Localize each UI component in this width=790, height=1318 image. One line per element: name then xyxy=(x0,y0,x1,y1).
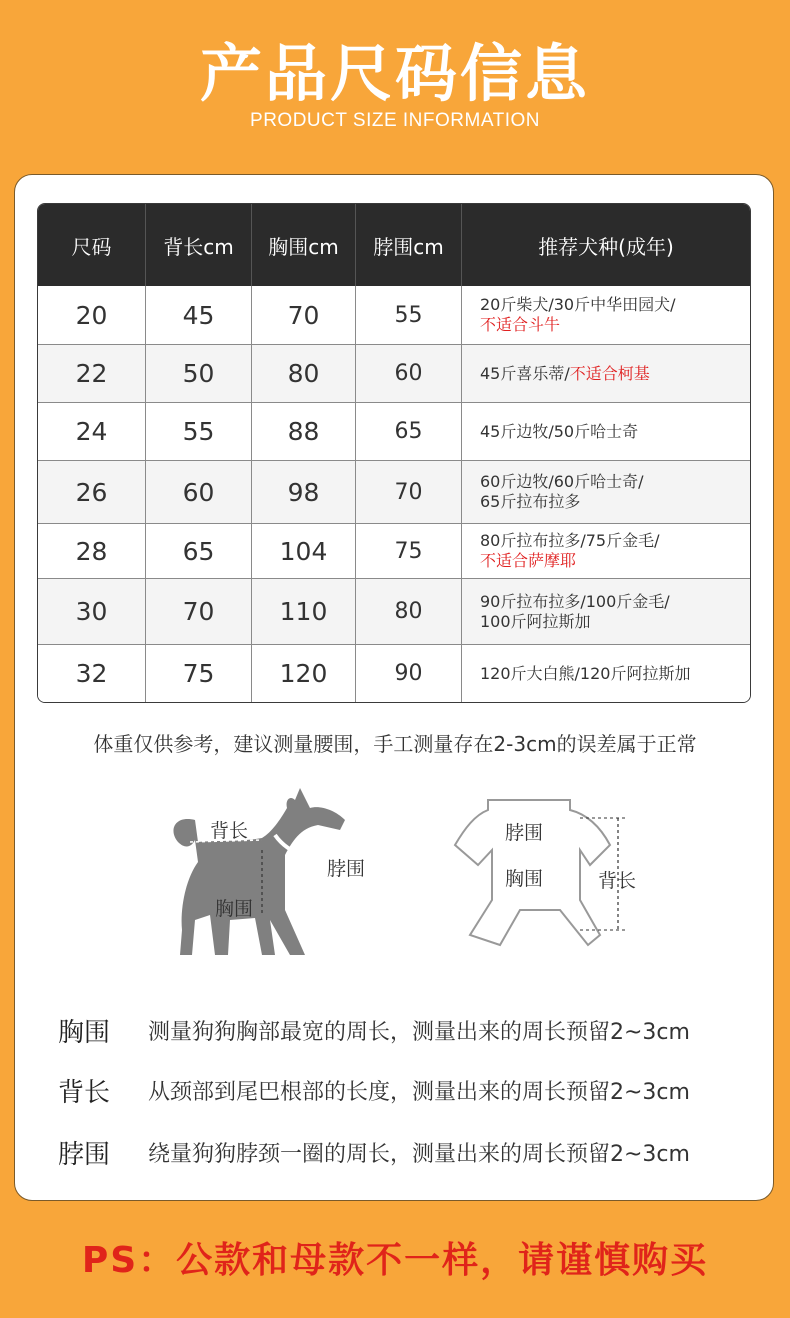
measure-desc: 测量狗狗胸部最宽的周长，测量出来的周长预留2~3cm xyxy=(148,1020,690,1045)
cell-breed: 45斤喜乐蒂/不适合柯基 xyxy=(462,344,750,402)
cell-size: 28 xyxy=(38,523,146,578)
page-subtitle: PRODUCT SIZE INFORMATION xyxy=(250,110,540,131)
garment-back-label: 背长 xyxy=(598,870,637,892)
table-row xyxy=(38,286,750,344)
table-header-row xyxy=(38,204,750,286)
garment-chest-label: 胸围 xyxy=(505,868,544,890)
measure-key: 脖围 xyxy=(58,1140,111,1170)
cell-back: 60 xyxy=(146,460,252,523)
cell-neck: 70 xyxy=(356,460,462,523)
cell-chest: 120 xyxy=(252,644,356,702)
measure-key: 背长 xyxy=(58,1078,111,1108)
measure-neck xyxy=(58,1134,758,1174)
table-row xyxy=(38,578,750,644)
breed-warning: 不适合斗牛 xyxy=(480,315,561,334)
cell-size: 24 xyxy=(38,402,146,460)
measure-key: 胸围 xyxy=(58,1018,111,1048)
cell-back: 70 xyxy=(146,578,252,644)
header-back: 背长cm xyxy=(146,204,252,286)
measure-chest xyxy=(58,1012,758,1052)
cell-neck: 55 xyxy=(356,286,462,344)
cell-breed: 60斤边牧/60斤哈士奇/ 65斤拉布拉多 xyxy=(462,460,750,523)
cell-chest: 80 xyxy=(252,344,356,402)
header-breed: 推荐犬种(成年) xyxy=(462,204,750,286)
cell-back: 65 xyxy=(146,523,252,578)
cell-size: 26 xyxy=(38,460,146,523)
dog-icon xyxy=(173,788,345,955)
cell-breed: 120斤大白熊/120斤阿拉斯加 xyxy=(462,644,750,702)
measurement-note: 体重仅供参考，建议测量腰围，手工测量存在2-3cm的误差属于正常 xyxy=(93,732,697,756)
dog-chest-label: 胸围 xyxy=(215,898,254,920)
cell-back: 75 xyxy=(146,644,252,702)
size-table xyxy=(37,203,751,703)
breed-warning: 不适合萨摩耶 xyxy=(480,551,577,570)
table-row xyxy=(38,523,750,578)
cell-size: 20 xyxy=(38,286,146,344)
cell-breed: 80斤拉布拉多/75斤金毛/ 不适合萨摩耶 xyxy=(462,523,750,578)
dog-neck-label: 脖围 xyxy=(327,858,366,880)
cell-neck: 80 xyxy=(356,578,462,644)
measure-desc: 从颈部到尾巴根部的长度，测量出来的周长预留2~3cm xyxy=(148,1080,690,1105)
measure-desc: 绕量狗狗脖颈一圈的周长，测量出来的周长预留2~3cm xyxy=(148,1142,690,1167)
cell-breed: 20斤柴犬/30斤中华田园犬/ 不适合斗牛 xyxy=(462,286,750,344)
cell-breed: 45斤边牧/50斤哈士奇 xyxy=(462,402,750,460)
cell-size: 30 xyxy=(38,578,146,644)
cell-back: 55 xyxy=(146,402,252,460)
cell-chest: 110 xyxy=(252,578,356,644)
table-row xyxy=(38,460,750,523)
cell-size: 22 xyxy=(38,344,146,402)
header-neck: 脖围cm xyxy=(356,204,462,286)
ps-warning: PS：公款和母款不一样，请谨慎购买 xyxy=(81,1240,709,1281)
header-chest: 胸围cm xyxy=(252,204,356,286)
cell-chest: 70 xyxy=(252,286,356,344)
cell-neck: 75 xyxy=(356,523,462,578)
cell-back: 45 xyxy=(146,286,252,344)
breed-warning: 不适合柯基 xyxy=(569,363,650,383)
cell-neck: 65 xyxy=(356,402,462,460)
cell-chest: 88 xyxy=(252,402,356,460)
cell-chest: 104 xyxy=(252,523,356,578)
dog-and-garment-illustration xyxy=(0,770,790,1000)
cell-chest: 98 xyxy=(252,460,356,523)
cell-neck: 60 xyxy=(356,344,462,402)
header-size: 尺码 xyxy=(38,204,146,286)
table-row xyxy=(38,644,750,702)
measurement-diagram xyxy=(0,770,790,1000)
cell-size: 32 xyxy=(38,644,146,702)
cell-back: 50 xyxy=(146,344,252,402)
dog-back-label: 背长 xyxy=(210,820,249,842)
measure-back xyxy=(58,1072,758,1112)
cell-neck: 90 xyxy=(356,644,462,702)
garment-neck-label: 脖围 xyxy=(505,822,544,844)
cell-breed: 90斤拉布拉多/100斤金毛/ 100斤阿拉斯加 xyxy=(462,578,750,644)
table-row xyxy=(38,344,750,402)
page-title: 产品尺码信息 xyxy=(199,37,590,110)
table-row xyxy=(38,402,750,460)
